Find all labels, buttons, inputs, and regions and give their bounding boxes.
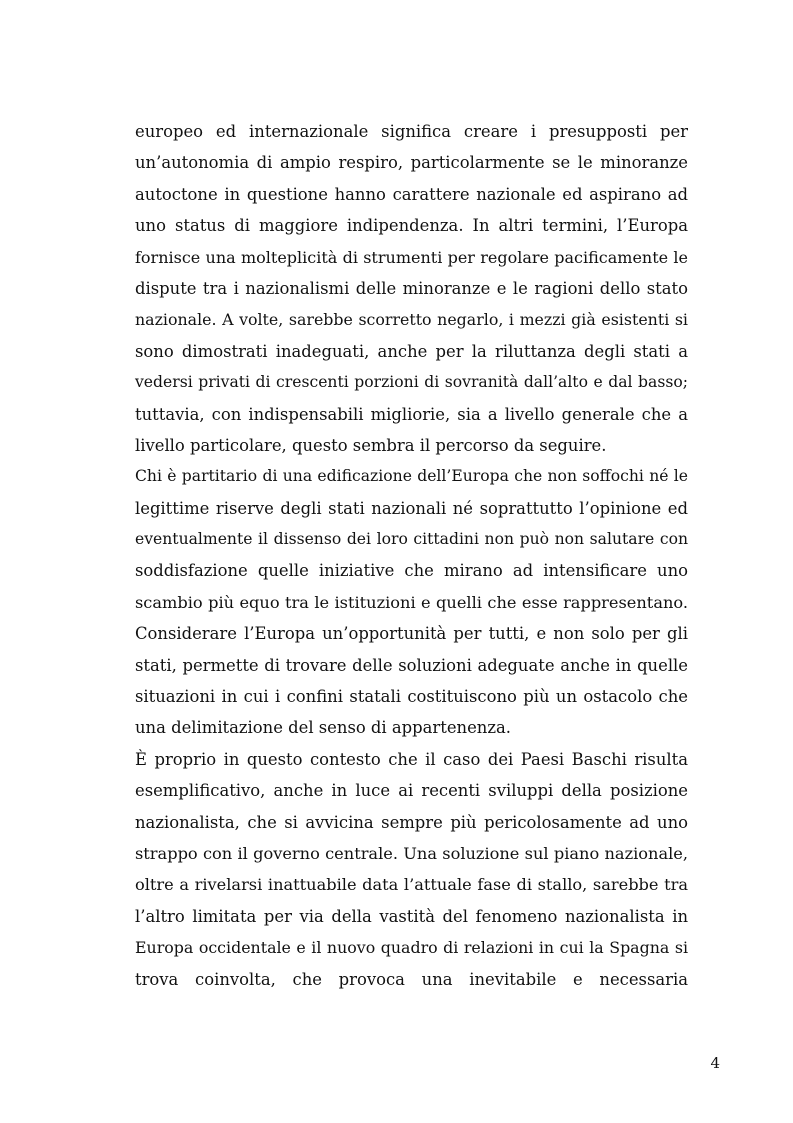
text-line: eventualmente il dissenso dei loro cittadini non può non salutare con bbox=[135, 530, 688, 549]
text-line: soddisfazione quelle iniziative che mirano ad intensificare uno bbox=[135, 561, 688, 581]
text-line: tuttavia, con indispensabili migliorie, sia a livello generale che a bbox=[135, 404, 688, 424]
text-line: Europa occidentale e il nuovo quadro di relazioni in cui la Spagna si bbox=[135, 938, 688, 958]
paragraph-1 bbox=[135, 116, 688, 461]
text-line: Considerare l’Europa un’opportunità per tutti, e non solo per gli bbox=[135, 624, 688, 644]
paragraph-3 bbox=[135, 744, 688, 995]
text-line: È proprio in questo contesto che il caso dei Paesi Baschi risulta bbox=[135, 749, 688, 769]
text-line: uno status di maggiore indipendenza. In altri termini, l’Europa bbox=[135, 216, 688, 236]
text-line: livello particolare, questo sembra il percorso da seguire. bbox=[135, 435, 607, 455]
text-line: legittime riserve degli stati nazionali né soprattutto l’opinione ed bbox=[135, 498, 688, 518]
text-line: strappo con il governo centrale. Una soluzione sul piano nazionale, bbox=[135, 843, 688, 863]
text-line: fornisce una molteplicità di strumenti per regolare pacificamente le bbox=[135, 247, 688, 267]
text-line: situazioni in cui i confini statali costituiscono più un ostacolo che bbox=[135, 687, 688, 707]
text-line: vedersi privati di crescenti porzioni di sovranità dall’alto e dal basso; bbox=[135, 373, 688, 392]
text-line: trova coinvolta, che provoca una inevitabile e necessaria bbox=[135, 969, 688, 989]
text-line: scambio più equo tra le istituzioni e quelli che esse rappresentano. bbox=[135, 592, 688, 612]
text-line: nazionalista, che si avvicina sempre più pericolosamente ad uno bbox=[135, 812, 688, 832]
text-line: dispute tra i nazionalismi delle minoranze e le ragioni dello stato bbox=[135, 278, 688, 298]
page-number: 4 bbox=[710, 1054, 720, 1072]
body-text bbox=[135, 116, 688, 995]
text-line: oltre a rivelarsi inattuabile data l’attuale fase di stallo, sarebbe tra bbox=[135, 875, 688, 895]
text-line: sono dimostrati inadeguati, anche per la riluttanza degli stati a bbox=[135, 341, 688, 361]
text-line: una delimitazione del senso di appartenenza. bbox=[135, 718, 511, 738]
text-line: autoctone in questione hanno carattere nazionale ed aspirano ad bbox=[135, 184, 688, 204]
text-line: Chi è partitario di una edificazione dell’Europa che non soffochi né le bbox=[135, 467, 688, 486]
text-line: europeo ed internazionale significa creare i presupposti per bbox=[135, 122, 688, 141]
text-line: stati, permette di trovare delle soluzioni adeguate anche in quelle bbox=[135, 655, 688, 675]
text-line: esemplificativo, anche in luce ai recenti sviluppi della posizione bbox=[135, 781, 688, 801]
text-line: un’autonomia di ampio respiro, particolarmente se le minoranze bbox=[135, 153, 688, 173]
text-line: nazionale. A volte, sarebbe scorretto negarlo, i mezzi già esistenti si bbox=[135, 310, 688, 330]
paragraph-2 bbox=[135, 461, 688, 744]
text-line: l’altro limitata per via della vastità del fenomeno nazionalista in bbox=[135, 906, 688, 926]
